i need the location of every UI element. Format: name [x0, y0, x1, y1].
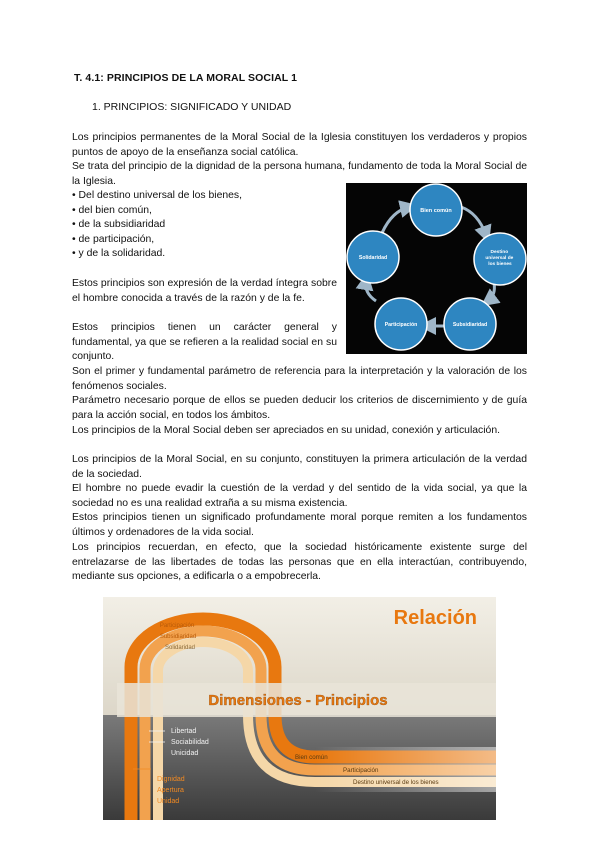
paragraph: Los principios de la Moral Social, en su conjunto, constituyen la primera articulación de la verdad de la sociedad. — [72, 454, 527, 480]
cycle-node-label: Subsidiaridad — [452, 322, 488, 328]
paragraph: Los principios permanentes de la Moral Social de la Iglesia constituyen los verdaderos y propios puntos de apoyo de la enseñanza social católica. — [72, 132, 527, 158]
cycle-arrow — [382, 207, 409, 233]
figure-title: Relación — [393, 607, 477, 629]
list-item: • de participación, — [72, 233, 242, 248]
band-label: Destino universal de los bienes — [353, 779, 439, 786]
arc-label: Subsidiaridad — [159, 634, 197, 640]
cycle-node-label: Solidaridad — [358, 255, 388, 261]
arc-labels — [160, 623, 196, 651]
paragraph: Los principios de la Moral Social deben ser apreciados en su unidad, conexión y articulación. — [72, 425, 500, 436]
cycle-arrow — [488, 283, 494, 301]
dimension-label: Unicidad — [171, 750, 199, 757]
cycle-node-subsidiaridad — [444, 298, 496, 350]
band-label: Bien común — [295, 754, 328, 761]
paragraph: Estos principios tienen un significado profundamente moral porque remiten a los fundamentos últimos y ordenadores de la vida social. — [72, 512, 527, 538]
cycle-node-label: Participación — [384, 322, 418, 328]
document-title: T. 4.1: PRINCIPIOS DE LA MORAL SOCIAL 1 — [74, 72, 298, 84]
cycle-node-label: Destino universal de los bienes — [485, 250, 514, 267]
banner-text: Dimensiones - Principios — [208, 692, 388, 709]
cycle-arrow — [366, 281, 376, 301]
dimension-label: Unidad — [157, 798, 180, 805]
section-heading: 1. PRINCIPIOS: SIGNIFICADO Y UNIDAD — [92, 101, 292, 113]
paragraph: Son el primer y fundamental parámetro de referencia para la interpretación y la valoración de los fenómenos sociales. — [72, 366, 527, 392]
paragraph: Estos principios tienen un carácter general y fundamental, ya que se refieren a la realidad social en su conjunto. — [72, 322, 337, 363]
principles-list — [72, 189, 242, 262]
paragraph: Los principios recuerdan, en efecto, que la sociedad históricamente existente surge del entrelazarse de las libertades de todas las personas que en ella interactúan, contribuyendo, mediante sus opciones, a edificarla o a empobrecerla. — [72, 542, 527, 583]
relation-figure — [103, 597, 496, 820]
paragraph: Se trata del principio de la dignidad de la persona humana, fundamento de toda la Moral Social de la Iglesia. — [72, 161, 527, 187]
paragraph: Estos principios son expresión de la verdad íntegra sobre el hombre conocida a través de la razón y de la fe. — [72, 278, 337, 304]
list-item: • y de la solidaridad. — [72, 247, 242, 262]
arc-label: Solidaridad — [164, 645, 196, 651]
cycle-arrow — [461, 207, 486, 235]
dimension-label: Sociabilidad — [171, 739, 209, 746]
arc-label: Participación — [159, 623, 195, 629]
dimension-label: Libertad — [171, 728, 197, 735]
cycle-node-destino-universal — [474, 233, 526, 285]
cycle-node-label: Bien común — [420, 208, 452, 214]
cycle-node-bien-comun — [410, 184, 462, 236]
list-item: • del bien común, — [72, 204, 242, 219]
list-item: • de la subsidiaridad — [72, 218, 242, 233]
band-label: Participación — [343, 767, 379, 774]
paragraph: Parámetro necesario porque de ellos se pueden deducir los criterios de discernimiento y de guía para la acción social, en todos los ámbitos. — [72, 395, 527, 421]
paragraph: El hombre no puede evadir la cuestión de la verdad y del sentido de la vida social, ya que la sociedad no es una realidad extraña a su misma existencia. — [72, 483, 527, 509]
principles-cycle-diagram — [346, 183, 527, 354]
cycle-node-solidaridad — [347, 231, 399, 283]
list-item: • Del destino universal de los bienes, — [72, 189, 242, 204]
dimension-label: Apertura — [157, 787, 184, 794]
dimension-label: Dignidad — [157, 776, 185, 783]
cycle-node-participacion — [375, 298, 427, 350]
